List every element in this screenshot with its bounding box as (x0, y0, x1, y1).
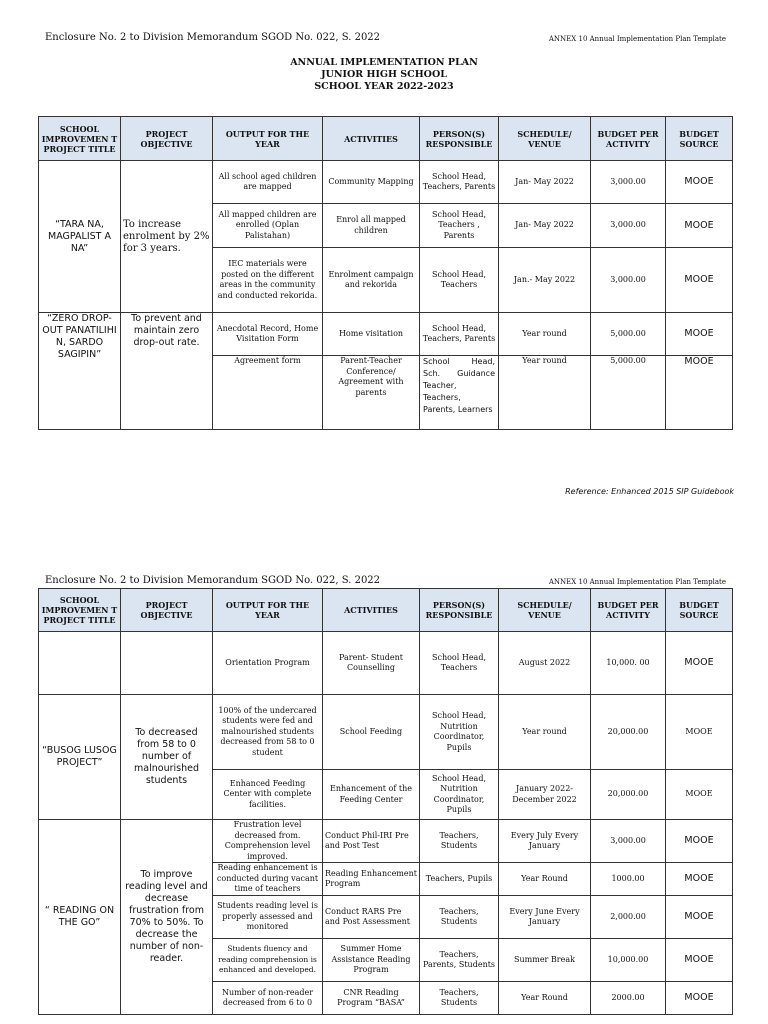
budget-cell: 2000.00 (591, 982, 666, 1015)
column-header: SCHEDULE/ VENUE (499, 589, 591, 632)
source-cell: MOOE (666, 632, 733, 695)
budget-cell: 1000.00 (591, 863, 666, 896)
output-cell: Reading enhancement is conducted during vacant time of teachers (213, 863, 323, 896)
column-header: ACTIVITIES (323, 589, 420, 632)
activity-cell: Conduct RARS Pre and Post Assessment (323, 896, 420, 939)
budget-cell: 20,000.00 (591, 770, 666, 820)
source-cell: MOOE (666, 313, 733, 356)
title-line: SCHOOL YEAR 2022-2023 (314, 81, 454, 92)
source-cell: MOOE (666, 356, 733, 430)
output-cell: Anecdotal Record, Home Visitation Form (213, 313, 323, 356)
column-header: BUDGET PER ACTIVITY (591, 117, 666, 161)
source-cell: MOOE (666, 820, 733, 863)
table-row (39, 695, 733, 770)
table-row (39, 632, 733, 695)
budget-cell: 3,000.00 (591, 161, 666, 204)
activity-cell: School Feeding (323, 695, 420, 770)
enclosure-header: Enclosure No. 2 to Division Memorandum SGOD No. 022, S. 2022 (45, 32, 381, 43)
schedule-cell: Year round (499, 695, 591, 770)
activity-cell: Summer Home Assistance Reading Program (323, 939, 420, 982)
column-header: SCHOOL IMPROVEMEN T PROJECT TITLE (39, 589, 121, 632)
persons-cell: School Head, Teachers, Parents (420, 313, 499, 356)
source-cell: MOOE (666, 161, 733, 204)
project-objective: To improve reading level and decrease frustration from 70% to 50%. To decrease the number of non-reader. (121, 820, 213, 1015)
output-cell: IEC materials were posted on the different areas in the community and conducted rekorida. (213, 248, 323, 313)
project-title: “ READING ON THE GO” (39, 820, 121, 1015)
title-line: ANNUAL IMPLEMENTATION PLAN (290, 57, 478, 68)
column-header: PROJECT OBJECTIVE (121, 117, 213, 161)
persons-cell: Teachers, Students (420, 820, 499, 863)
persons-cell: School Head, Sch. Guidance Teacher, Teachers, Parents, Learners (420, 356, 499, 430)
activity-cell: Parent- Student Counselling (323, 632, 420, 695)
schedule-cell: Jan- May 2022 (499, 161, 591, 204)
budget-cell: 5,000.00 (591, 313, 666, 356)
schedule-cell: Year round (499, 356, 591, 430)
annex-header: ANNEX 10 Annual Implementation Plan Template (548, 35, 726, 43)
activity-cell: Enrol all mapped children (323, 204, 420, 248)
source-cell: MOOE (666, 204, 733, 248)
budget-cell: 2,000.00 (591, 896, 666, 939)
source-cell: MOOE (666, 896, 733, 939)
table-header-row (39, 117, 733, 161)
persons-cell: School Head, Teachers (420, 248, 499, 313)
activity-cell: Parent-Teacher Conference/ Agreement with parents (323, 356, 420, 430)
annex-header: ANNEX 10 Annual Implementation Plan Template (548, 578, 726, 586)
column-header: SCHOOL IMPROVEMEN T PROJECT TITLE (39, 117, 121, 161)
schedule-cell: Every July Every January (499, 820, 591, 863)
persons-cell: Teachers, Students (420, 982, 499, 1015)
document-title (0, 57, 768, 93)
schedule-cell: Year round (499, 313, 591, 356)
reference-note: Reference: Enhanced 2015 SIP Guidebook (565, 487, 734, 496)
source-cell: MOOE (666, 982, 733, 1015)
output-cell: Number of non-reader decreased from 6 to 0 (213, 982, 323, 1015)
activity-cell: Enrolment campaign and rekorida (323, 248, 420, 313)
output-cell: 100% of the undercared students were fed and malnourished students decreased from 58 to 0 student (213, 695, 323, 770)
schedule-cell: Jan- May 2022 (499, 204, 591, 248)
output-cell: All school aged children are mapped (213, 161, 323, 204)
column-header: BUDGET PER ACTIVITY (591, 589, 666, 632)
persons-cell: School Head, Nutrition Coordinator, Pupils (420, 695, 499, 770)
budget-cell: 5,000.00 (591, 356, 666, 430)
persons-cell: Teachers, Pupils (420, 863, 499, 896)
persons-cell: School Head, Teachers (420, 632, 499, 695)
column-header: SCHEDULE/ VENUE (499, 117, 591, 161)
persons-cell: Teachers, Students (420, 896, 499, 939)
source-cell: MOOE (666, 770, 733, 820)
source-cell: MOOE (666, 248, 733, 313)
column-header: BUDGET SOURCE (666, 589, 733, 632)
persons-cell: Teachers, Parents, Students (420, 939, 499, 982)
activity-cell: Home visitation (323, 313, 420, 356)
table-row (39, 313, 733, 356)
project-title: “TARA NA, MAGPALIST A NA” (39, 161, 121, 313)
output-cell: Agreement form (213, 356, 323, 430)
activity-cell: Enhancement of the Feeding Center (323, 770, 420, 820)
output-cell: All mapped children are enrolled (Oplan Palistahan) (213, 204, 323, 248)
budget-cell: 3,000.00 (591, 204, 666, 248)
budget-cell: 3,000.00 (591, 248, 666, 313)
activity-cell: Reading Enhancement Program (323, 863, 420, 896)
output-cell: Enhanced Feeding Center with complete facilities. (213, 770, 323, 820)
column-header: OUTPUT FOR THE YEAR (213, 117, 323, 161)
source-cell: MOOE (666, 863, 733, 896)
column-header: PERSON(S) RESPONSIBLE (420, 589, 499, 632)
schedule-cell: Jan.- May 2022 (499, 248, 591, 313)
table-row (39, 820, 733, 863)
budget-cell: 10,000. 00 (591, 632, 666, 695)
activity-cell: Community Mapping (323, 161, 420, 204)
column-header: OUTPUT FOR THE YEAR (213, 589, 323, 632)
project-title (39, 632, 121, 695)
schedule-cell: Year Round (499, 982, 591, 1015)
output-cell: Orientation Program (213, 632, 323, 695)
project-objective: To increase enrolment by 2% for 3 years. (121, 161, 213, 313)
project-objective: To prevent and maintain zero drop-out rate. (121, 313, 213, 430)
persons-cell: School Head, Teachers , Parents (420, 204, 499, 248)
implementation-table-1 (38, 116, 733, 430)
enclosure-header: Enclosure No. 2 to Division Memorandum SGOD No. 022, S. 2022 (45, 575, 381, 586)
table-header-row (39, 589, 733, 632)
schedule-cell: Summer Break (499, 939, 591, 982)
persons-cell: School Head, Nutrition Coordinator, Pupils (420, 770, 499, 820)
output-cell: Students reading level is properly assessed and monitored (213, 896, 323, 939)
output-cell: Frustration level decreased from. Comprehension level improved. (213, 820, 323, 863)
budget-cell: 20,000.00 (591, 695, 666, 770)
persons-cell: School Head, Teachers, Parents (420, 161, 499, 204)
schedule-cell: Every June Every January (499, 896, 591, 939)
title-line: JUNIOR HIGH SCHOOL (321, 69, 447, 80)
project-title: “ZERO DROP-OUT PANATILIHI N, SARDO SAGIPIN” (39, 313, 121, 430)
table-row (39, 161, 733, 204)
column-header: PROJECT OBJECTIVE (121, 589, 213, 632)
activity-cell: CNR Reading Program “BASA” (323, 982, 420, 1015)
column-header: PERSON(S) RESPONSIBLE (420, 117, 499, 161)
budget-cell: 10,000.00 (591, 939, 666, 982)
activity-cell: Conduct Phil-IRI Pre and Post Test (323, 820, 420, 863)
column-header: ACTIVITIES (323, 117, 420, 161)
project-objective: To decreased from 58 to 0 number of malnourished students (121, 695, 213, 820)
column-header: BUDGET SOURCE (666, 117, 733, 161)
implementation-table-2 (38, 588, 733, 1015)
output-cell: Students fluency and reading comprehension is enhanced and developed. (213, 939, 323, 982)
project-title: “BUSOG LUSOG PROJECT” (39, 695, 121, 820)
schedule-cell: January 2022- December 2022 (499, 770, 591, 820)
schedule-cell: Year Round (499, 863, 591, 896)
schedule-cell: August 2022 (499, 632, 591, 695)
source-cell: MOOE (666, 939, 733, 982)
source-cell: MOOE (666, 695, 733, 770)
budget-cell: 3,000.00 (591, 820, 666, 863)
project-objective (121, 632, 213, 695)
